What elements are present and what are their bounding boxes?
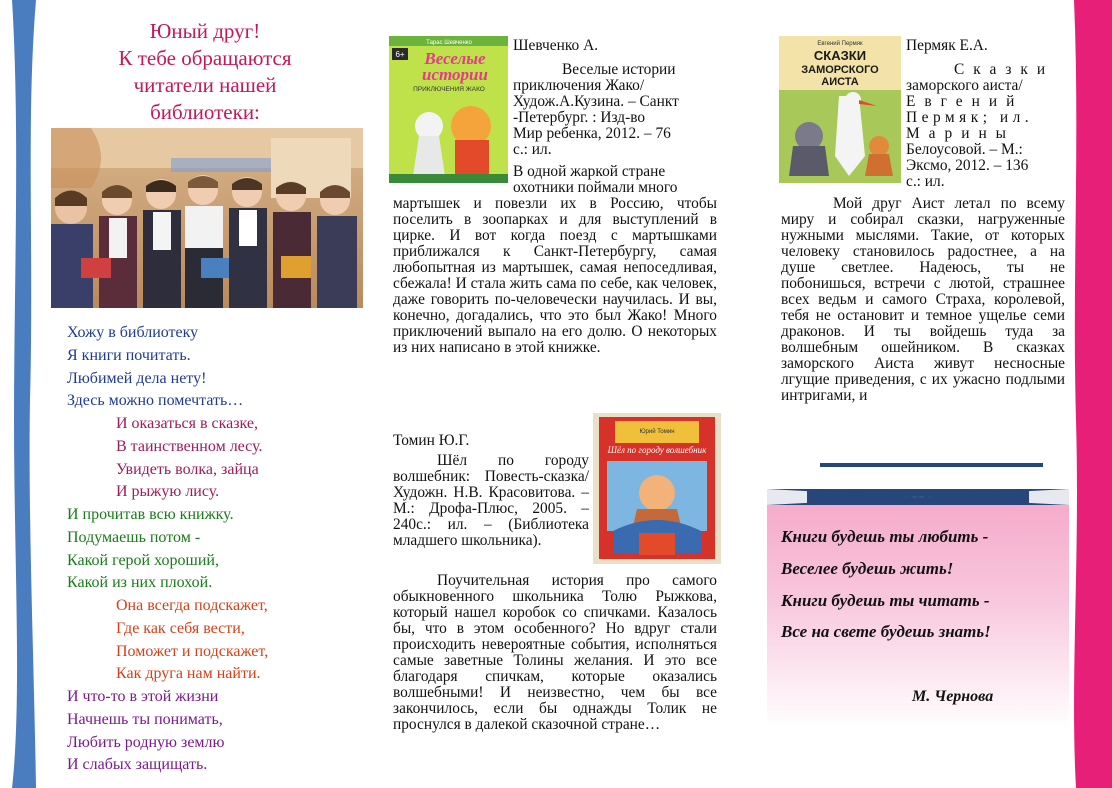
poem-line: Какой из них плохой. — [67, 574, 213, 592]
book2-annotation: Поучительная история про самого обыкновенного школьника Толю Рыжкова, который нашел коробок со спичками. Казалось бы, что в этом особенного? Но вдруг стали происходить невероятные события, исполняться самые заветные Толины желания. И это все благодаря спичкам, которые оказались волшебными! И неизвестно, чем бы все закончилось, если бы однажды Толик не проснулся в далекой сказочной стране… — [393, 572, 717, 733]
book3-bib-line: Евгений — [906, 93, 1024, 110]
quote-line: Веселее будешь жить! — [781, 559, 954, 578]
book-cover-volshebnik — [593, 413, 721, 564]
quote-line: Книги будешь ты читать - — [781, 591, 990, 610]
poem-line: И прочитав всю книжку. — [67, 506, 234, 523]
book1-bib-line: -Петербург. : Изд-во — [513, 109, 646, 126]
poem-line: Какой герой хороший, — [67, 551, 219, 569]
book-cover-aist — [779, 36, 901, 183]
poem-line: В таинственном лесу. — [116, 437, 263, 455]
intro-line: К тебе обращаются — [118, 46, 292, 70]
children-reading-photo — [51, 128, 363, 308]
poem-line: Любить родную землю — [67, 733, 225, 751]
poem-line: Увидеть волка, зайца — [116, 460, 259, 478]
left-wave-strip — [0, 0, 44, 788]
cover-title-a: Веселые — [424, 49, 486, 68]
poem — [67, 322, 268, 777]
book1-bib-line: с.: ил. — [513, 141, 552, 158]
poem-line: Где как себя вести, — [116, 619, 245, 637]
cover-title-a: СКАЗКИ — [813, 48, 867, 63]
book3-bib-line: Марины — [906, 125, 1016, 142]
book3-annotation: Мой друг Аист летал по всему миру и собирал сказки, нагруженные нужными мыслями. Такие, от которых человеку становилось радостнее, а на душе светлее. Надеюсь, ты не побонишься, встречи с лютой, страшнее всех ведьм и самого Страха, королевой, тебя не остановит и темное ущелье семи драконов. И ты войдешь туда за волшебным ошейником. В сказках заморского Аиста живут несносные лгущие приведения, с их ужасно подлыми интригами, и — [781, 195, 1065, 404]
quote-line: Книги будешь ты любить - — [781, 527, 989, 546]
poem-line: Подумаешь потом - — [67, 528, 201, 546]
intro-line: библиотеки: — [150, 100, 260, 124]
cover-title-c: АИСТА — [821, 76, 859, 88]
quote-band-pattern — [767, 489, 1069, 505]
cover-subtitle: ПРИКЛЮЧЕНИЯ ЖАКО — [413, 86, 485, 93]
cover-title: Шёл по городу волшебник — [607, 445, 707, 455]
book3-bib-line: Белоусовой. – М.: — [906, 141, 1023, 158]
book2-author: Томин Ю.Г. — [393, 432, 470, 449]
cover-author: Юрий Томин — [639, 429, 675, 435]
cover-title-b: истории — [422, 65, 488, 84]
book-cover-zhako — [389, 36, 508, 183]
book1-lead2: охотники поймали много — [513, 179, 678, 196]
poem-line: Я книги почитать. — [67, 346, 191, 364]
book1-bib-line: Худож.А.Кузина. – Санкт — [513, 93, 679, 110]
book3-bib-line: с.: ил. — [906, 173, 945, 190]
poem-line: И слабых защищать. — [67, 756, 208, 774]
book1-bib-line: приключения Жако/ — [513, 77, 645, 94]
book3-bib-line: Сказки — [954, 61, 1055, 78]
book3-bib-line: Эксмо, 2012. – 136 — [906, 157, 1029, 174]
intro-line: Юный друг! — [149, 19, 261, 43]
intro-line: читатели нашей — [133, 73, 277, 97]
book1-author: Шевченко А. — [513, 37, 599, 54]
poem-line: И оказаться в сказке, — [116, 415, 259, 432]
poem-line: Как друга нам найти. — [116, 665, 261, 683]
poem-line: Она всегда подскажет, — [116, 597, 268, 614]
poem-line: И рыжую лису. — [116, 483, 220, 501]
book1-bib-title: Веселые истории — [562, 61, 676, 78]
poem-line: Хожу в библиотеку — [67, 324, 199, 341]
right-wave-strip — [1066, 0, 1112, 788]
cover-author: Тарас Шевченко — [426, 40, 472, 46]
book1-bib-line: Мир ребенка, 2012. – 76 — [513, 125, 671, 142]
quote-author: М. Чернова — [912, 688, 994, 705]
cover-author: Евгений Пермяк — [817, 41, 863, 47]
poem-line: Начнешь ты понимать, — [67, 710, 223, 728]
section-divider — [820, 463, 1043, 467]
book1-annotation: мартышек и повезли их в Россию, чтобы поселить в зоопарках и для выступлений в цирке. И вот когда поезд с мартышками приближался к Санкт-Петербургу, самая любопытная из мартышек, самая непоседливая, сбежала! И стала жить сама по себе, как человек, даже говорить по-человечески научилась. И вы, конечно, догадались, что это был Жако! Много приключений выпало на его долю. О некоторых из них написано в этой книжке. — [393, 195, 717, 356]
cover-title-b: ЗАМОРСКОГО — [801, 64, 879, 76]
quote-line: Все на свете будешь знать! — [781, 622, 991, 641]
book3-bib-line: Пермяк; ил. — [906, 109, 1034, 126]
poem-line: Здесь можно помечтать… — [67, 392, 244, 410]
book2-bib: Шёл по городу волшебник: Повесть-сказка/Художн. Н.В. Красовитова. – М.: Дрофа-Плюс, 2005. – 240с.: ил. – (Библиотека младшего школьника). — [393, 452, 589, 549]
poem-line: И что-то в этой жизни — [67, 688, 219, 705]
cover-age-badge: 6+ — [395, 50, 405, 59]
book1-lead: В одной жаркой стране — [513, 163, 666, 180]
book3-bib-line: заморского аиста/ — [906, 77, 1023, 94]
poem-line: Поможет и подскажет, — [116, 642, 269, 660]
intro-heading — [60, 18, 350, 126]
poem-line: Любимей дела нету! — [67, 369, 207, 387]
book3-author: Пермяк Е.А. — [906, 37, 988, 54]
